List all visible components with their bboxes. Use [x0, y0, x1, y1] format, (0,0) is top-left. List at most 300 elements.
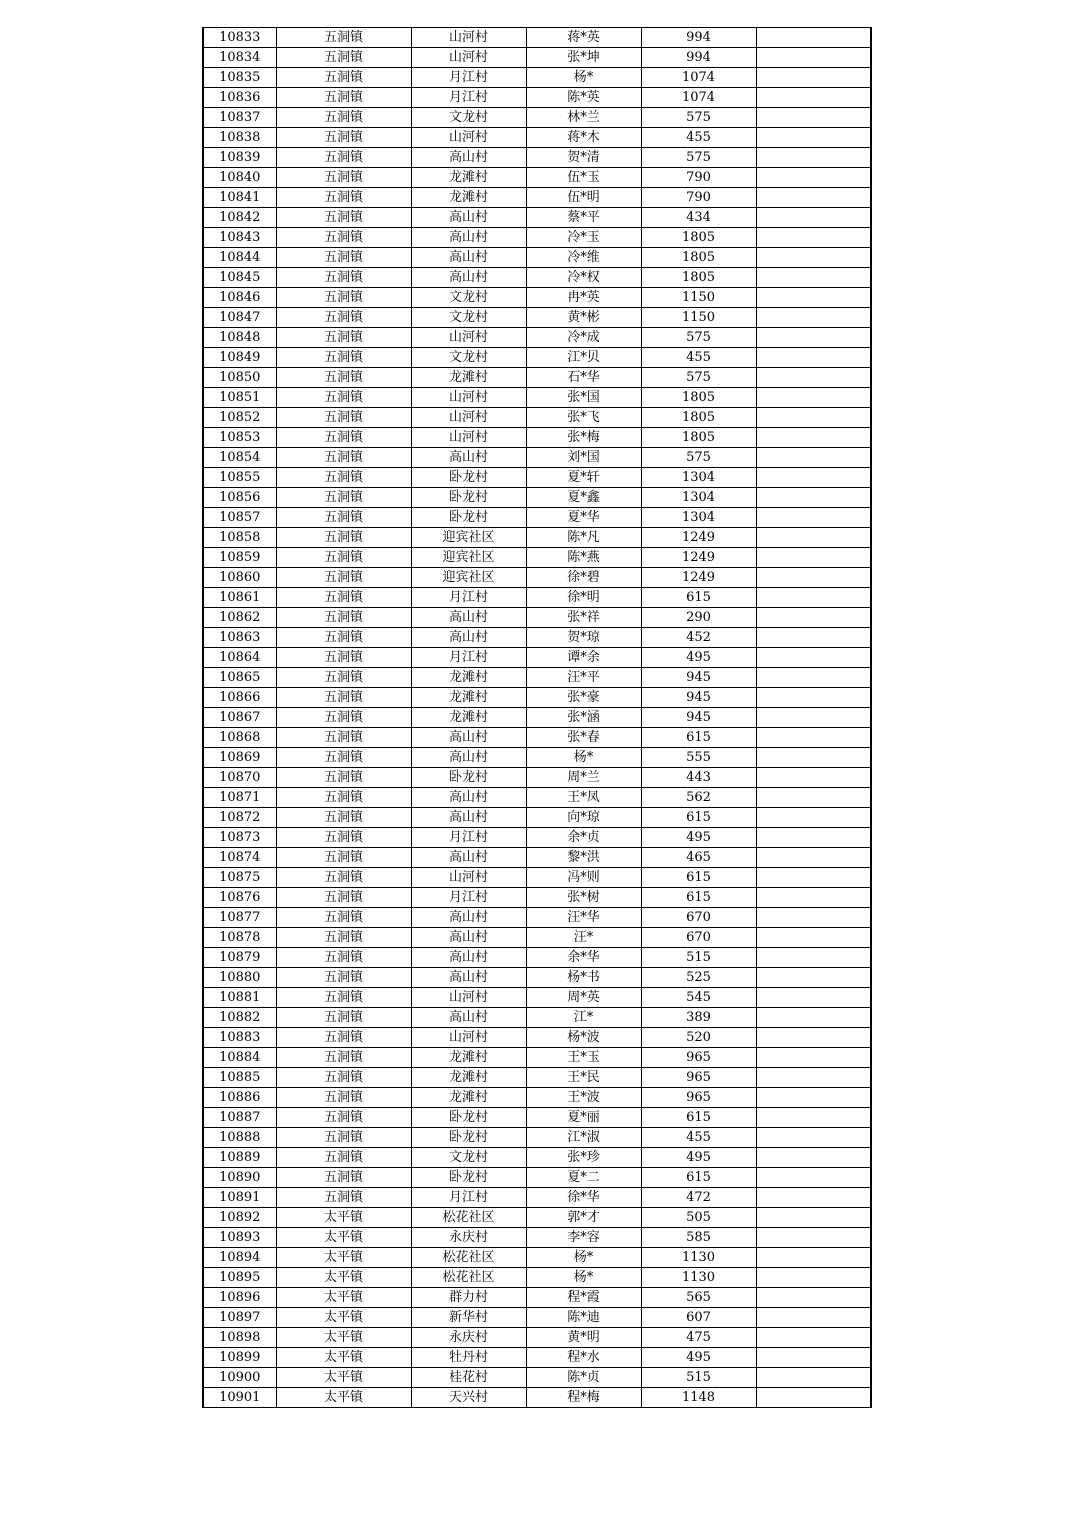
amount-cell: 455 [641, 1128, 756, 1148]
town-cell: 太平镇 [276, 1308, 411, 1328]
village-cell: 山河村 [411, 128, 526, 148]
table-row [203, 1068, 871, 1088]
town-cell: 五洞镇 [276, 228, 411, 248]
town-cell: 太平镇 [276, 1248, 411, 1268]
village-cell: 龙滩村 [411, 188, 526, 208]
village-cell: 月江村 [411, 648, 526, 668]
name-cell: 程*霞 [526, 1288, 641, 1308]
table-row [203, 448, 871, 468]
town-cell: 五洞镇 [276, 368, 411, 388]
row-id-cell: 10864 [203, 648, 276, 668]
remark-cell [756, 228, 871, 248]
name-cell: 黎*洪 [526, 848, 641, 868]
remark-cell [756, 268, 871, 288]
remark-cell [756, 28, 871, 48]
village-cell: 文龙村 [411, 348, 526, 368]
remark-cell [756, 88, 871, 108]
amount-cell: 1148 [641, 1388, 756, 1408]
name-cell: 余*贞 [526, 828, 641, 848]
town-cell: 五洞镇 [276, 908, 411, 928]
remark-cell [756, 248, 871, 268]
table-row [203, 1048, 871, 1068]
amount-cell: 1130 [641, 1268, 756, 1288]
village-cell: 龙滩村 [411, 1088, 526, 1108]
row-id-cell: 10849 [203, 348, 276, 368]
table-row [203, 1088, 871, 1108]
remark-cell [756, 608, 871, 628]
village-cell: 高山村 [411, 848, 526, 868]
name-cell: 贺*琼 [526, 628, 641, 648]
table-body [203, 28, 871, 1408]
remark-cell [756, 1168, 871, 1188]
village-cell: 迎宾社区 [411, 568, 526, 588]
table-row [203, 148, 871, 168]
remark-cell [756, 568, 871, 588]
table-row [203, 708, 871, 728]
table-row [203, 28, 871, 48]
table-row [203, 1228, 871, 1248]
name-cell: 陈*英 [526, 88, 641, 108]
table-row [203, 948, 871, 968]
village-cell: 卧龙村 [411, 488, 526, 508]
village-cell: 龙滩村 [411, 1068, 526, 1088]
amount-cell: 515 [641, 1368, 756, 1388]
table-row [203, 348, 871, 368]
amount-cell: 1150 [641, 288, 756, 308]
row-id-cell: 10860 [203, 568, 276, 588]
village-cell: 山河村 [411, 328, 526, 348]
row-id-cell: 10854 [203, 448, 276, 468]
amount-cell: 455 [641, 348, 756, 368]
village-cell: 山河村 [411, 408, 526, 428]
row-id-cell: 10844 [203, 248, 276, 268]
village-cell: 龙滩村 [411, 1048, 526, 1068]
remark-cell [756, 1128, 871, 1148]
name-cell: 黄*彬 [526, 308, 641, 328]
name-cell: 王*波 [526, 1088, 641, 1108]
row-id-cell: 10867 [203, 708, 276, 728]
remark-cell [756, 828, 871, 848]
table-row [203, 988, 871, 1008]
town-cell: 五洞镇 [276, 48, 411, 68]
village-cell: 文龙村 [411, 1148, 526, 1168]
remark-cell [756, 208, 871, 228]
remark-cell [756, 1068, 871, 1088]
table-row [203, 508, 871, 528]
village-cell: 松花社区 [411, 1208, 526, 1228]
name-cell: 徐*华 [526, 1188, 641, 1208]
table-row [203, 728, 871, 748]
table-row [203, 488, 871, 508]
village-cell: 群力村 [411, 1288, 526, 1308]
town-cell: 五洞镇 [276, 948, 411, 968]
village-cell: 龙滩村 [411, 668, 526, 688]
table-row [203, 48, 871, 68]
town-cell: 五洞镇 [276, 308, 411, 328]
row-id-cell: 10875 [203, 868, 276, 888]
town-cell: 五洞镇 [276, 1128, 411, 1148]
row-id-cell: 10876 [203, 888, 276, 908]
remark-cell [756, 508, 871, 528]
name-cell: 张*涵 [526, 708, 641, 728]
name-cell: 冯*则 [526, 868, 641, 888]
name-cell: 陈*贞 [526, 1368, 641, 1388]
amount-cell: 1074 [641, 68, 756, 88]
row-id-cell: 10877 [203, 908, 276, 928]
amount-cell: 790 [641, 188, 756, 208]
amount-cell: 575 [641, 148, 756, 168]
town-cell: 五洞镇 [276, 628, 411, 648]
table-row [203, 1168, 871, 1188]
row-id-cell: 10839 [203, 148, 276, 168]
name-cell: 周*兰 [526, 768, 641, 788]
row-id-cell: 10871 [203, 788, 276, 808]
amount-cell: 1805 [641, 228, 756, 248]
row-id-cell: 10843 [203, 228, 276, 248]
name-cell: 杨* [526, 68, 641, 88]
name-cell: 张*树 [526, 888, 641, 908]
town-cell: 五洞镇 [276, 968, 411, 988]
town-cell: 五洞镇 [276, 388, 411, 408]
town-cell: 五洞镇 [276, 768, 411, 788]
remark-cell [756, 908, 871, 928]
remark-cell [756, 888, 871, 908]
town-cell: 太平镇 [276, 1228, 411, 1248]
name-cell: 郭*才 [526, 1208, 641, 1228]
town-cell: 五洞镇 [276, 1008, 411, 1028]
town-cell: 五洞镇 [276, 988, 411, 1008]
town-cell: 五洞镇 [276, 788, 411, 808]
remark-cell [756, 308, 871, 328]
amount-cell: 1074 [641, 88, 756, 108]
amount-cell: 965 [641, 1048, 756, 1068]
village-cell: 龙滩村 [411, 688, 526, 708]
table-row [203, 468, 871, 488]
town-cell: 五洞镇 [276, 268, 411, 288]
name-cell: 林*兰 [526, 108, 641, 128]
town-cell: 五洞镇 [276, 528, 411, 548]
village-cell: 迎宾社区 [411, 528, 526, 548]
table-row [203, 388, 871, 408]
row-id-cell: 10890 [203, 1168, 276, 1188]
name-cell: 张*春 [526, 728, 641, 748]
town-cell: 五洞镇 [276, 888, 411, 908]
village-cell: 月江村 [411, 588, 526, 608]
amount-cell: 1304 [641, 468, 756, 488]
village-cell: 月江村 [411, 1188, 526, 1208]
row-id-cell: 10846 [203, 288, 276, 308]
name-cell: 伍*玉 [526, 168, 641, 188]
amount-cell: 965 [641, 1068, 756, 1088]
village-cell: 月江村 [411, 828, 526, 848]
name-cell: 陈*燕 [526, 548, 641, 568]
table-row [203, 968, 871, 988]
row-id-cell: 10897 [203, 1308, 276, 1328]
remark-cell [756, 1268, 871, 1288]
name-cell: 程*梅 [526, 1388, 641, 1408]
name-cell: 徐*碧 [526, 568, 641, 588]
remark-cell [756, 408, 871, 428]
town-cell: 五洞镇 [276, 1088, 411, 1108]
village-cell: 卧龙村 [411, 1128, 526, 1148]
amount-cell: 945 [641, 688, 756, 708]
amount-cell: 1805 [641, 408, 756, 428]
remark-cell [756, 388, 871, 408]
amount-cell: 505 [641, 1208, 756, 1228]
row-id-cell: 10888 [203, 1128, 276, 1148]
amount-cell: 615 [641, 588, 756, 608]
table-row [203, 1368, 871, 1388]
table-row [203, 568, 871, 588]
row-id-cell: 10891 [203, 1188, 276, 1208]
name-cell: 谭*余 [526, 648, 641, 668]
row-id-cell: 10869 [203, 748, 276, 768]
table-row [203, 1188, 871, 1208]
row-id-cell: 10862 [203, 608, 276, 628]
town-cell: 五洞镇 [276, 928, 411, 948]
town-cell: 太平镇 [276, 1288, 411, 1308]
amount-cell: 575 [641, 108, 756, 128]
amount-cell: 520 [641, 1028, 756, 1048]
name-cell: 周*英 [526, 988, 641, 1008]
amount-cell: 1249 [641, 568, 756, 588]
town-cell: 五洞镇 [276, 208, 411, 228]
village-cell: 山河村 [411, 428, 526, 448]
amount-cell: 565 [641, 1288, 756, 1308]
remark-cell [756, 1028, 871, 1048]
row-id-cell: 10848 [203, 328, 276, 348]
amount-cell: 965 [641, 1088, 756, 1108]
town-cell: 五洞镇 [276, 1168, 411, 1188]
table-row [203, 208, 871, 228]
amount-cell: 495 [641, 648, 756, 668]
table-row [203, 88, 871, 108]
town-cell: 五洞镇 [276, 828, 411, 848]
table-row [203, 1108, 871, 1128]
table-row [203, 368, 871, 388]
amount-cell: 670 [641, 928, 756, 948]
name-cell: 杨* [526, 1268, 641, 1288]
town-cell: 太平镇 [276, 1208, 411, 1228]
row-id-cell: 10883 [203, 1028, 276, 1048]
remark-cell [756, 148, 871, 168]
town-cell: 五洞镇 [276, 708, 411, 728]
village-cell: 高山村 [411, 808, 526, 828]
table-row [203, 128, 871, 148]
amount-cell: 575 [641, 328, 756, 348]
name-cell: 杨* [526, 748, 641, 768]
row-id-cell: 10878 [203, 928, 276, 948]
row-id-cell: 10870 [203, 768, 276, 788]
village-cell: 新华村 [411, 1308, 526, 1328]
row-id-cell: 10879 [203, 948, 276, 968]
village-cell: 桂花村 [411, 1368, 526, 1388]
village-cell: 月江村 [411, 888, 526, 908]
village-cell: 龙滩村 [411, 708, 526, 728]
name-cell: 江* [526, 1008, 641, 1028]
table-row [203, 1308, 871, 1328]
table-row [203, 628, 871, 648]
row-id-cell: 10885 [203, 1068, 276, 1088]
table-row [203, 308, 871, 328]
town-cell: 五洞镇 [276, 668, 411, 688]
name-cell: 蒋*英 [526, 28, 641, 48]
town-cell: 五洞镇 [276, 428, 411, 448]
row-id-cell: 10865 [203, 668, 276, 688]
table-row [203, 648, 871, 668]
remark-cell [756, 848, 871, 868]
amount-cell: 515 [641, 948, 756, 968]
name-cell: 刘*国 [526, 448, 641, 468]
name-cell: 杨*波 [526, 1028, 641, 1048]
remark-cell [756, 1368, 871, 1388]
town-cell: 五洞镇 [276, 1148, 411, 1168]
row-id-cell: 10845 [203, 268, 276, 288]
remark-cell [756, 748, 871, 768]
amount-cell: 994 [641, 48, 756, 68]
remark-cell [756, 288, 871, 308]
remark-cell [756, 1208, 871, 1228]
table-row [203, 828, 871, 848]
row-id-cell: 10866 [203, 688, 276, 708]
name-cell: 石*华 [526, 368, 641, 388]
name-cell: 冷*玉 [526, 228, 641, 248]
table-row [203, 768, 871, 788]
table-row [203, 848, 871, 868]
row-id-cell: 10901 [203, 1388, 276, 1408]
village-cell: 文龙村 [411, 108, 526, 128]
remark-cell [756, 328, 871, 348]
village-cell: 高山村 [411, 268, 526, 288]
remark-cell [756, 1288, 871, 1308]
village-cell: 文龙村 [411, 308, 526, 328]
name-cell: 夏*二 [526, 1168, 641, 1188]
table-row [203, 668, 871, 688]
amount-cell: 472 [641, 1188, 756, 1208]
town-cell: 五洞镇 [276, 128, 411, 148]
row-id-cell: 10838 [203, 128, 276, 148]
town-cell: 太平镇 [276, 1268, 411, 1288]
remark-cell [756, 1048, 871, 1068]
village-cell: 高山村 [411, 248, 526, 268]
row-id-cell: 10834 [203, 48, 276, 68]
village-cell: 高山村 [411, 608, 526, 628]
remark-cell [756, 1148, 871, 1168]
remark-cell [756, 368, 871, 388]
remark-cell [756, 1328, 871, 1348]
name-cell: 杨*书 [526, 968, 641, 988]
amount-cell: 790 [641, 168, 756, 188]
name-cell: 汪* [526, 928, 641, 948]
name-cell: 向*琼 [526, 808, 641, 828]
amount-cell: 1805 [641, 428, 756, 448]
row-id-cell: 10855 [203, 468, 276, 488]
row-id-cell: 10856 [203, 488, 276, 508]
village-cell: 卧龙村 [411, 1168, 526, 1188]
row-id-cell: 10900 [203, 1368, 276, 1388]
town-cell: 太平镇 [276, 1328, 411, 1348]
amount-cell: 434 [641, 208, 756, 228]
remark-cell [756, 1348, 871, 1368]
remark-cell [756, 428, 871, 448]
amount-cell: 1249 [641, 548, 756, 568]
village-cell: 高山村 [411, 148, 526, 168]
town-cell: 太平镇 [276, 1348, 411, 1368]
row-id-cell: 10858 [203, 528, 276, 548]
name-cell: 张*珍 [526, 1148, 641, 1168]
remark-cell [756, 528, 871, 548]
remark-cell [756, 348, 871, 368]
table-row [203, 608, 871, 628]
village-cell: 卧龙村 [411, 508, 526, 528]
village-cell: 高山村 [411, 208, 526, 228]
row-id-cell: 10892 [203, 1208, 276, 1228]
town-cell: 五洞镇 [276, 588, 411, 608]
row-id-cell: 10886 [203, 1088, 276, 1108]
name-cell: 程*水 [526, 1348, 641, 1368]
table-row [203, 1208, 871, 1228]
table-row [203, 908, 871, 928]
town-cell: 五洞镇 [276, 1068, 411, 1088]
town-cell: 五洞镇 [276, 488, 411, 508]
amount-cell: 545 [641, 988, 756, 1008]
remark-cell [756, 868, 871, 888]
amount-cell: 525 [641, 968, 756, 988]
remark-cell [756, 1008, 871, 1028]
table-row [203, 788, 871, 808]
town-cell: 五洞镇 [276, 568, 411, 588]
village-cell: 高山村 [411, 948, 526, 968]
town-cell: 太平镇 [276, 1368, 411, 1388]
remark-cell [756, 968, 871, 988]
table-row [203, 1028, 871, 1048]
row-id-cell: 10837 [203, 108, 276, 128]
amount-cell: 495 [641, 1348, 756, 1368]
village-cell: 文龙村 [411, 288, 526, 308]
town-cell: 五洞镇 [276, 448, 411, 468]
town-cell: 五洞镇 [276, 1028, 411, 1048]
row-id-cell: 10872 [203, 808, 276, 828]
name-cell: 张*梅 [526, 428, 641, 448]
name-cell: 冷*成 [526, 328, 641, 348]
village-cell: 高山村 [411, 1008, 526, 1028]
village-cell: 永庆村 [411, 1228, 526, 1248]
remark-cell [756, 1088, 871, 1108]
village-cell: 高山村 [411, 928, 526, 948]
name-cell: 夏*华 [526, 508, 641, 528]
table-row [203, 688, 871, 708]
amount-cell: 1130 [641, 1248, 756, 1268]
remark-cell [756, 948, 871, 968]
table-row [203, 1268, 871, 1288]
row-id-cell: 10857 [203, 508, 276, 528]
town-cell: 五洞镇 [276, 108, 411, 128]
town-cell: 五洞镇 [276, 68, 411, 88]
amount-cell: 495 [641, 828, 756, 848]
row-id-cell: 10882 [203, 1008, 276, 1028]
table-row [203, 888, 871, 908]
town-cell: 五洞镇 [276, 88, 411, 108]
row-id-cell: 10842 [203, 208, 276, 228]
row-id-cell: 10861 [203, 588, 276, 608]
name-cell: 黄*明 [526, 1328, 641, 1348]
village-cell: 月江村 [411, 68, 526, 88]
amount-cell: 575 [641, 448, 756, 468]
row-id-cell: 10847 [203, 308, 276, 328]
amount-cell: 443 [641, 768, 756, 788]
amount-cell: 1304 [641, 508, 756, 528]
village-cell: 高山村 [411, 788, 526, 808]
